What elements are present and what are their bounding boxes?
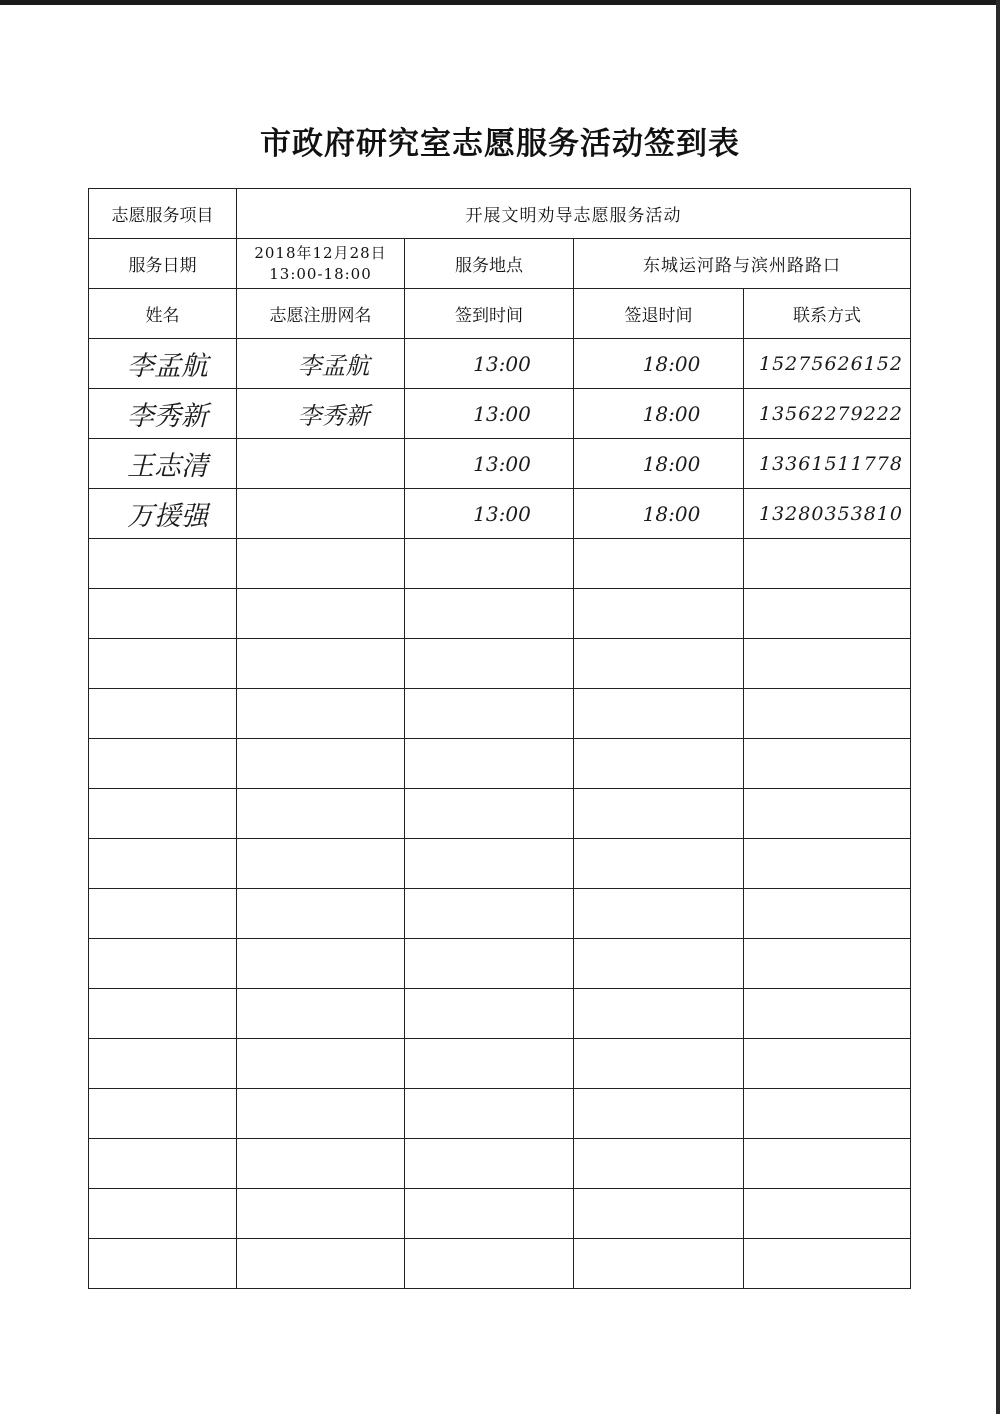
empty-cell [405,739,574,789]
empty-cell [405,589,574,639]
empty-cell [237,539,405,589]
empty-row [89,889,911,939]
empty-row [89,789,911,839]
empty-cell [89,1239,237,1289]
empty-cell [574,1189,744,1239]
empty-cell [405,1089,574,1139]
empty-cell [744,789,911,839]
date-line-1: 2018年12月28日 [254,243,387,262]
empty-cell [237,839,405,889]
empty-cell [89,589,237,639]
empty-cell [405,989,574,1039]
col-header-sign-out: 签退时间 [574,289,744,339]
empty-cell [744,1139,911,1189]
empty-cell [405,789,574,839]
scan-edge-top [0,0,1000,5]
empty-cell [574,989,744,1039]
empty-cell [89,639,237,689]
cell-reg-name: 李孟航 [237,339,405,389]
cell-sign-out: 18:00 [574,439,744,489]
empty-cell [237,689,405,739]
project-row [89,189,911,239]
cell-name: 李孟航 [89,339,237,389]
empty-cell [89,839,237,889]
empty-cell [574,689,744,739]
cell-name: 李秀新 [89,389,237,439]
project-value: 开展文明劝导志愿服务活动 [237,189,911,239]
empty-row [89,639,911,689]
empty-cell [744,739,911,789]
empty-cell [89,889,237,939]
empty-cell [405,539,574,589]
cell-name: 万援强 [89,489,237,539]
empty-cell [744,539,911,589]
empty-row [89,1039,911,1089]
empty-cell [237,989,405,1039]
empty-cell [574,539,744,589]
empty-cell [89,1089,237,1139]
cell-phone: 13562279222 [744,389,911,439]
empty-cell [237,889,405,939]
empty-cell [237,1089,405,1139]
empty-cell [744,689,911,739]
date-value [237,239,405,289]
empty-cell [744,1089,911,1139]
empty-cell [744,639,911,689]
cell-sign-in: 13:00 [405,489,574,539]
table-row [89,439,911,489]
empty-cell [405,639,574,689]
empty-cell [405,1189,574,1239]
col-header-sign-in: 签到时间 [405,289,574,339]
table-row [89,489,911,539]
empty-cell [744,1039,911,1089]
empty-cell [574,1239,744,1289]
empty-cell [744,1189,911,1239]
empty-row [89,1139,911,1189]
empty-cell [89,939,237,989]
cell-sign-out: 18:00 [574,339,744,389]
cell-reg-name [237,439,405,489]
empty-cell [744,939,911,989]
empty-cell [89,789,237,839]
empty-cell [237,589,405,639]
empty-cell [744,839,911,889]
empty-cell [237,1189,405,1239]
service-row [89,239,911,289]
empty-cell [574,639,744,689]
empty-cell [237,939,405,989]
empty-cell [574,1139,744,1189]
empty-row [89,1089,911,1139]
empty-cell [405,839,574,889]
empty-cell [574,939,744,989]
empty-row [89,989,911,1039]
empty-cell [405,1039,574,1089]
empty-row [89,939,911,989]
empty-cell [237,739,405,789]
cell-reg-name [237,489,405,539]
empty-cell [574,889,744,939]
empty-cell [574,589,744,639]
empty-cell [405,1239,574,1289]
cell-name: 王志清 [89,439,237,489]
empty-cell [89,689,237,739]
empty-cell [405,689,574,739]
empty-cell [89,539,237,589]
empty-row [89,1189,911,1239]
empty-row [89,839,911,889]
location-value: 东城运河路与滨州路路口 [574,239,911,289]
project-label: 志愿服务项目 [89,189,237,239]
empty-cell [89,1189,237,1239]
cell-sign-in: 13:00 [405,439,574,489]
col-header-phone: 联系方式 [744,289,911,339]
empty-cell [237,789,405,839]
empty-cell [405,939,574,989]
empty-cell [405,1139,574,1189]
empty-cell [744,1239,911,1289]
empty-cell [89,1039,237,1089]
empty-cell [574,1039,744,1089]
empty-cell [574,1089,744,1139]
location-label: 服务地点 [405,239,574,289]
empty-cell [744,989,911,1039]
empty-cell [89,1139,237,1189]
empty-cell [574,789,744,839]
empty-cell [574,839,744,889]
col-header-name: 姓名 [89,289,237,339]
sign-in-table [88,188,911,1289]
empty-row [89,539,911,589]
cell-reg-name: 李秀新 [237,389,405,439]
date-label: 服务日期 [89,239,237,289]
empty-row [89,689,911,739]
column-header-row [89,289,911,339]
empty-cell [237,1039,405,1089]
cell-sign-in: 13:00 [405,389,574,439]
cell-phone: 13361511778 [744,439,911,489]
empty-cell [237,639,405,689]
empty-cell [237,1139,405,1189]
table-row [89,389,911,439]
scan-edge-right [996,0,1000,1414]
table-row [89,339,911,389]
cell-sign-out: 18:00 [574,389,744,439]
empty-row [89,1239,911,1289]
empty-cell [405,889,574,939]
empty-row [89,589,911,639]
date-line-2: 13:00-18:00 [269,264,372,283]
empty-cell [574,739,744,789]
col-header-reg-name: 志愿注册网名 [237,289,405,339]
empty-cell [89,739,237,789]
cell-phone: 13280353810 [744,489,911,539]
empty-row [89,739,911,789]
cell-sign-in: 13:00 [405,339,574,389]
cell-sign-out: 18:00 [574,489,744,539]
empty-cell [744,889,911,939]
empty-cell [89,989,237,1039]
page-title: 市政府研究室志愿服务活动签到表 [260,126,740,162]
cell-phone: 15275626152 [744,339,911,389]
empty-cell [237,1239,405,1289]
empty-cell [744,589,911,639]
